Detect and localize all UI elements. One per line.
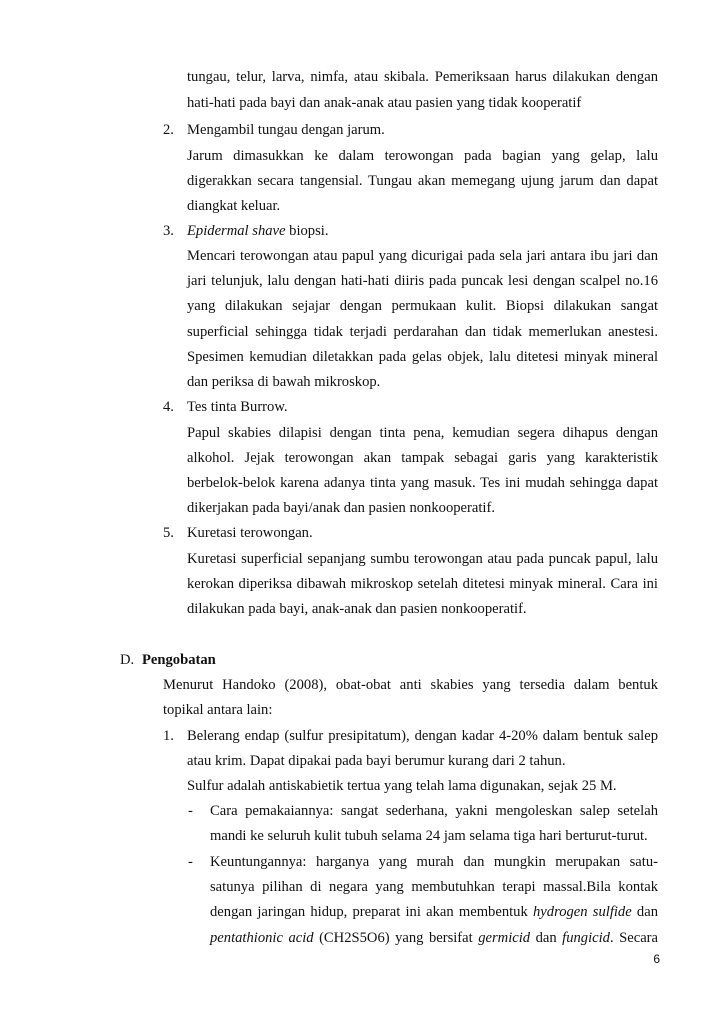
text-line xyxy=(210,903,658,921)
text-line: Papul skabies dilapisi dengan tinta pena, kemudian segera dihapus dengan xyxy=(187,425,658,441)
italic-term: hydrogen sulfide xyxy=(533,904,632,920)
italic-term: germicid xyxy=(478,930,531,946)
text-span: dengan jaringan hidup, preparat ini akan membentuk xyxy=(210,904,533,920)
bullet-dash: - xyxy=(188,803,193,819)
text-line: berbelok-belok karena adanya tinta yang masuk. Tes ini mudah sehingga dapat xyxy=(187,475,658,491)
text-line: atau krim. Dapat dipakai pada bayi berumur kurang dari 2 tahun. xyxy=(187,753,566,769)
text-line: dan periksa di bawah mikroskop. xyxy=(187,374,381,390)
text-line: mandi ke seluruh kulit tubuh selama 24 jam selama tiga hari berturut-turut. xyxy=(210,828,648,844)
text-span: dan xyxy=(631,904,659,920)
text-line: jari telunjuk, lalu dengan hati-hati diiris pada puncak lesi dengan scalpel no.16 xyxy=(187,273,658,289)
text-line: kerokan diperiksa dibawah mikroskop setelah ditetesi minyak mineral. Cara ini xyxy=(187,576,658,592)
bullet-dash: - xyxy=(188,854,193,870)
text-line xyxy=(210,929,658,947)
text-line: Spesimen kemudian diletakkan pada gelas objek, lalu ditetesi minyak mineral xyxy=(187,349,658,365)
text-line: Sulfur adalah antiskabietik tertua yang telah lama digunakan, sejak 25 M. xyxy=(187,778,617,794)
italic-term: fungicid xyxy=(562,930,610,946)
text-line: alkohol. Jejak terowongan akan tampak sebagai garis yang karakteristik xyxy=(187,450,658,466)
italic-term: Epidermal shave xyxy=(187,223,286,239)
text-line: Menurut Handoko (2008), obat-obat anti skabies yang tersedia dalam bentuk xyxy=(163,677,658,693)
text-line: Cara pemakaiannya: sangat sederhana, yakni mengoleskan salep setelah xyxy=(210,803,658,819)
list-item-title: Mengambil tungau dengan jarum. xyxy=(187,122,385,138)
italic-term: pentathionic acid xyxy=(210,930,314,946)
text-line: dilakukan pada bayi, anak-anak dan pasien nonkooperatif. xyxy=(187,601,527,617)
list-item-title: Kuretasi terowongan. xyxy=(187,525,313,541)
text-line: digerakkan secara tangensial. Tungau akan memegang ujung jarum dan dapat xyxy=(187,173,658,189)
text-line: Kuretasi superficial sepanjang sumbu terowongan atau pada puncak papul, lalu xyxy=(187,551,658,567)
text-line: dikerjakan pada bayi/anak dan pasien nonkooperatif. xyxy=(187,500,495,516)
list-number: 4. xyxy=(163,399,174,415)
text-line: Jarum dimasukkan ke dalam terowongan pada bagian yang gelap, lalu xyxy=(187,148,658,164)
page-number: 6 xyxy=(653,952,660,966)
list-number: 2. xyxy=(163,122,174,138)
list-item-title: Tes tinta Burrow. xyxy=(187,399,288,415)
text-line: yang dilakukan sejajar dengan permukaan kulit. Biopsi dilakukan sangat xyxy=(187,298,658,314)
list-number: 1. xyxy=(163,728,174,744)
list-item-title xyxy=(187,222,328,240)
section-letter: D. xyxy=(120,652,135,668)
text-span: dan xyxy=(530,930,563,946)
text-line: Keuntungannya: harganya yang murah dan mungkin merupakan satu- xyxy=(210,854,658,870)
text-span: (CH2S5O6) yang bersifat xyxy=(313,930,479,946)
text-line: superficial sehingga tidak terjadi perdarahan dan tidak memerlukan anestesi. xyxy=(187,324,658,340)
title-rest: biopsi. xyxy=(285,223,329,239)
text-span: . Secara xyxy=(609,930,659,946)
text-line: hati-hati pada bayi dan anak-anak atau pasien yang tidak kooperatif xyxy=(187,95,582,111)
list-number: 5. xyxy=(163,525,174,541)
text-line: topikal antara lain: xyxy=(163,702,273,718)
text-line: Mencari terowongan atau papul yang dicurigai pada sela jari antara ibu jari dan xyxy=(187,248,658,264)
section-heading: Pengobatan xyxy=(142,652,216,668)
list-number: 3. xyxy=(163,223,174,239)
text-line: diangkat keluar. xyxy=(187,198,281,214)
text-line: tungau, telur, larva, nimfa, atau skibala. Pemeriksaan harus dilakukan dengan xyxy=(187,69,658,85)
text-line: Belerang endap (sulfur presipitatum), dengan kadar 4-20% dalam bentuk salep xyxy=(187,728,658,744)
text-line: satunya pilihan di negara yang membutuhkan terapi massal.Bila kontak xyxy=(210,879,658,895)
